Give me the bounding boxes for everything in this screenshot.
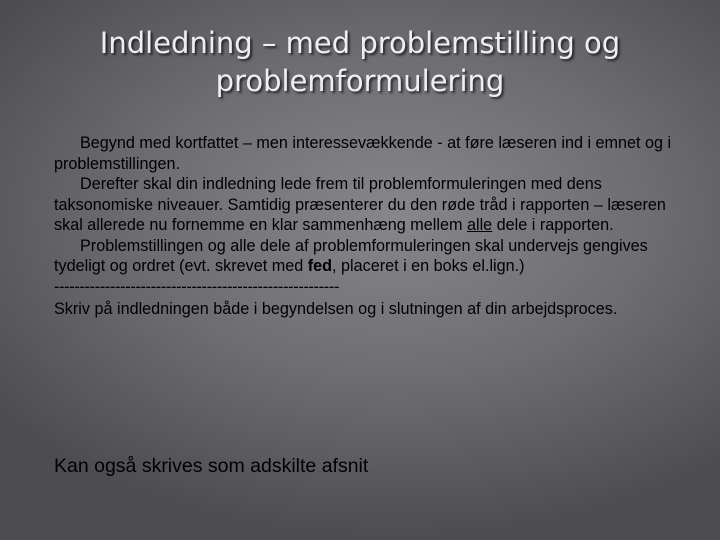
title-line-2: problemformulering (215, 64, 505, 98)
title-line-1: Indledning – med problemstilling og (99, 26, 621, 60)
paragraph-red-thread-start: Derefter skal din indledning lede frem til problemformuleringen med dens taksonomiske niveauer. Samtidig præsenterer du den røde tråd i rapporten – læseren skal allerede nu fornemme en klar sammenhæng mellem (54, 175, 666, 234)
paragraph-problem-end: , placeret i en boks el.lign.) (332, 257, 525, 275)
body-text (54, 133, 694, 321)
paragraph-red-thread (54, 174, 694, 236)
paragraph-process: Skriv på indledningen både i begyndelsen og i slutningen af din arbejdsproces. (54, 300, 618, 318)
note-text: Kan også skrives som adskilte afsnit (54, 455, 369, 477)
slide-title (40, 24, 680, 100)
paragraph-problem-statement (54, 236, 694, 277)
paragraph-problem-start: Problemstillingen og alle dele af problemformuleringen skal undervejs gengives tydeligt og ordret (evt. skrevet med (54, 236, 648, 275)
dash-separator: -------------------------------------------------------- (54, 277, 340, 296)
underlined-word: alle (466, 216, 493, 234)
paragraph-intro: Begynd med kortfattet – men interessevækkende - at føre læseren ind i emnet og i problemstillingen. (54, 134, 672, 173)
bold-word: fed (307, 257, 332, 275)
paragraph-red-thread-end: dele i rapporten. (492, 216, 614, 234)
